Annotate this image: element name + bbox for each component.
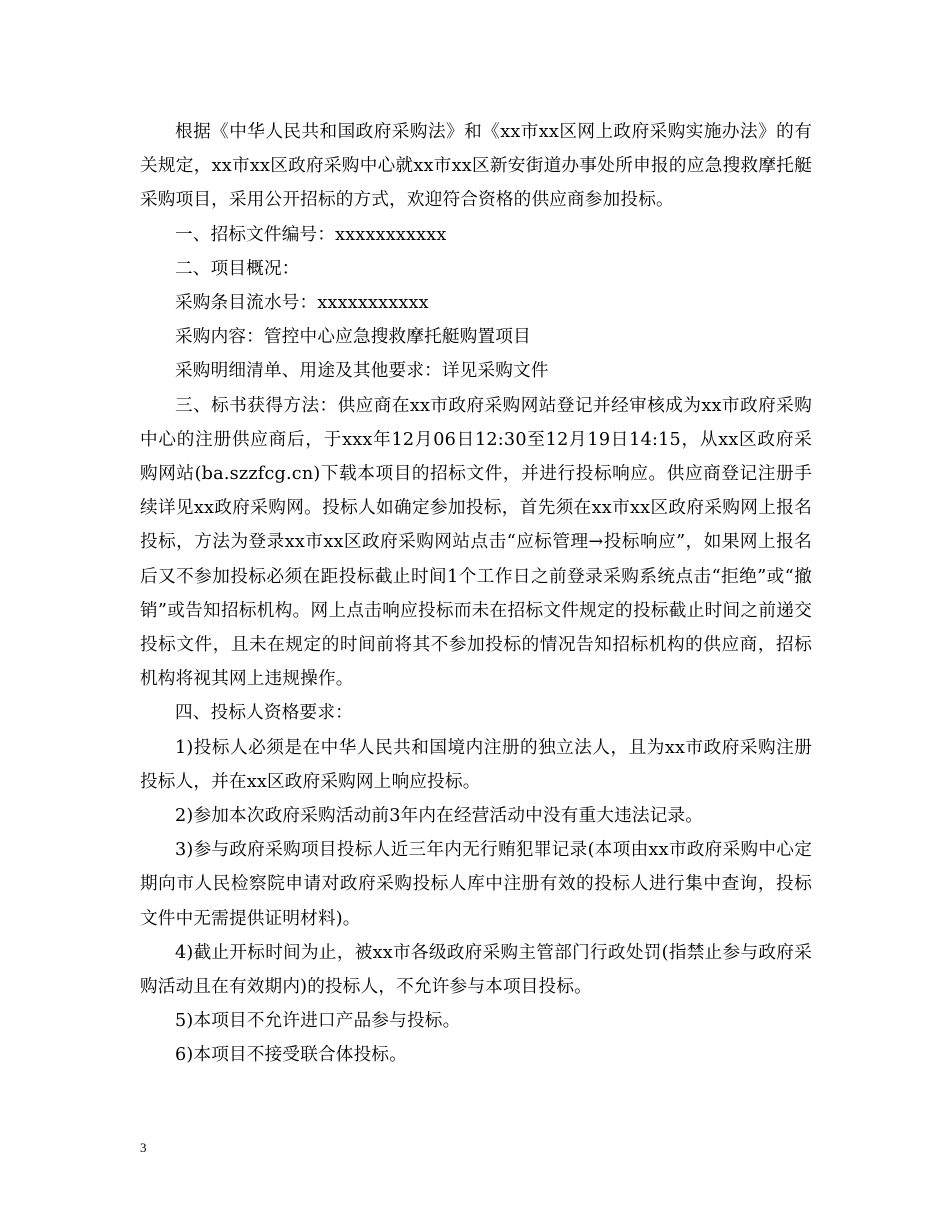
paragraph-procurement-content: 采购内容：管控中心应急搜救摩托艇购置项目 xyxy=(175,327,531,348)
paragraph-qualification-1: 1)投标人必须是在中华人民共和国境内注册的独立法人，且为xx市政府采购注册投标人，并在xx区政府采购网上响应投标。 xyxy=(140,737,812,792)
paragraph-tender-number: 一、招标文件编号：xxxxxxxxxxx xyxy=(175,224,447,245)
paragraph-qualification-4: 4)截止开标时间为止，被xx市各级政府采购主管部门行政处罚(指禁止参与政府采购活动且在有效期内)的投标人，不允许参与本项目投标。 xyxy=(140,942,812,998)
page-number: 3 xyxy=(140,1140,147,1155)
paragraph-intro: 根据《中华人民共和国政府采购法》和《xx市xx区网上政府采购实施办法》的有关规定，xx市xx区政府采购中心就xx市xx区新安街道办事处所申报的应急搜救摩托艇采购项目，采用公开招标的方式，欢迎符合资格的供应商参加投标。 xyxy=(140,122,812,211)
paragraph-project-overview-heading: 二、项目概况： xyxy=(175,258,300,279)
paragraph-qualification-6: 6)本项目不接受联合体投标。 xyxy=(175,1045,407,1066)
paragraph-qualification-5: 5)本项目不允许进口产品参与投标。 xyxy=(175,1011,461,1032)
paragraph-qualification-2: 2)参加本次政府采购活动前3年内在经营活动中没有重大违法记录。 xyxy=(175,806,704,827)
paragraph-bid-document-acquisition: 三、标书获得方法：供应商在xx市政府采购网站登记并经审核成为xx市政府采购中心的注册供应商后，于xxx年12月06日12:30至12月19日14:15，从xx区政府采购网站(ba.szzfcg.cn)下载本项目的招标文件，并进行投标响应。供应商登记注册手续详见xx政府采购网。投标人如确定参加投标，首先须在xx市xx区政府采购网上报名投标，方法为登录xx市xx区政府采购网站点击“应标管理→投标响应”，如果网上报名后又不参加投标必须在距投标截止时间1个工作日之前登录采购系统点击“拒绝”或“撤销”或告知招标机构。网上点击响应投标而未在招标文件规定的投标截止时间之前递交投标文件，且未在规定的时间前将其不参加投标的情况告知招标机构的供应商，招标机构将视其网上违规操作。 xyxy=(140,395,812,690)
paragraph-procurement-details: 采购明细清单、用途及其他要求：详见采购文件 xyxy=(175,361,549,382)
paragraph-qualification-3: 3)参与政府采购项目投标人近三年内无行贿犯罪记录(本项由xx市政府采购中心定期向市人民检察院申请对政府采购投标人库中注册有效的投标人进行集中查询，投标文件中无需提供证明材料)。 xyxy=(140,840,812,929)
paragraph-serial-number: 采购条目流水号：xxxxxxxxxxx xyxy=(175,293,429,314)
document-body xyxy=(140,115,812,1073)
paragraph-qualification-heading: 四、投标人资格要求： xyxy=(175,703,353,724)
